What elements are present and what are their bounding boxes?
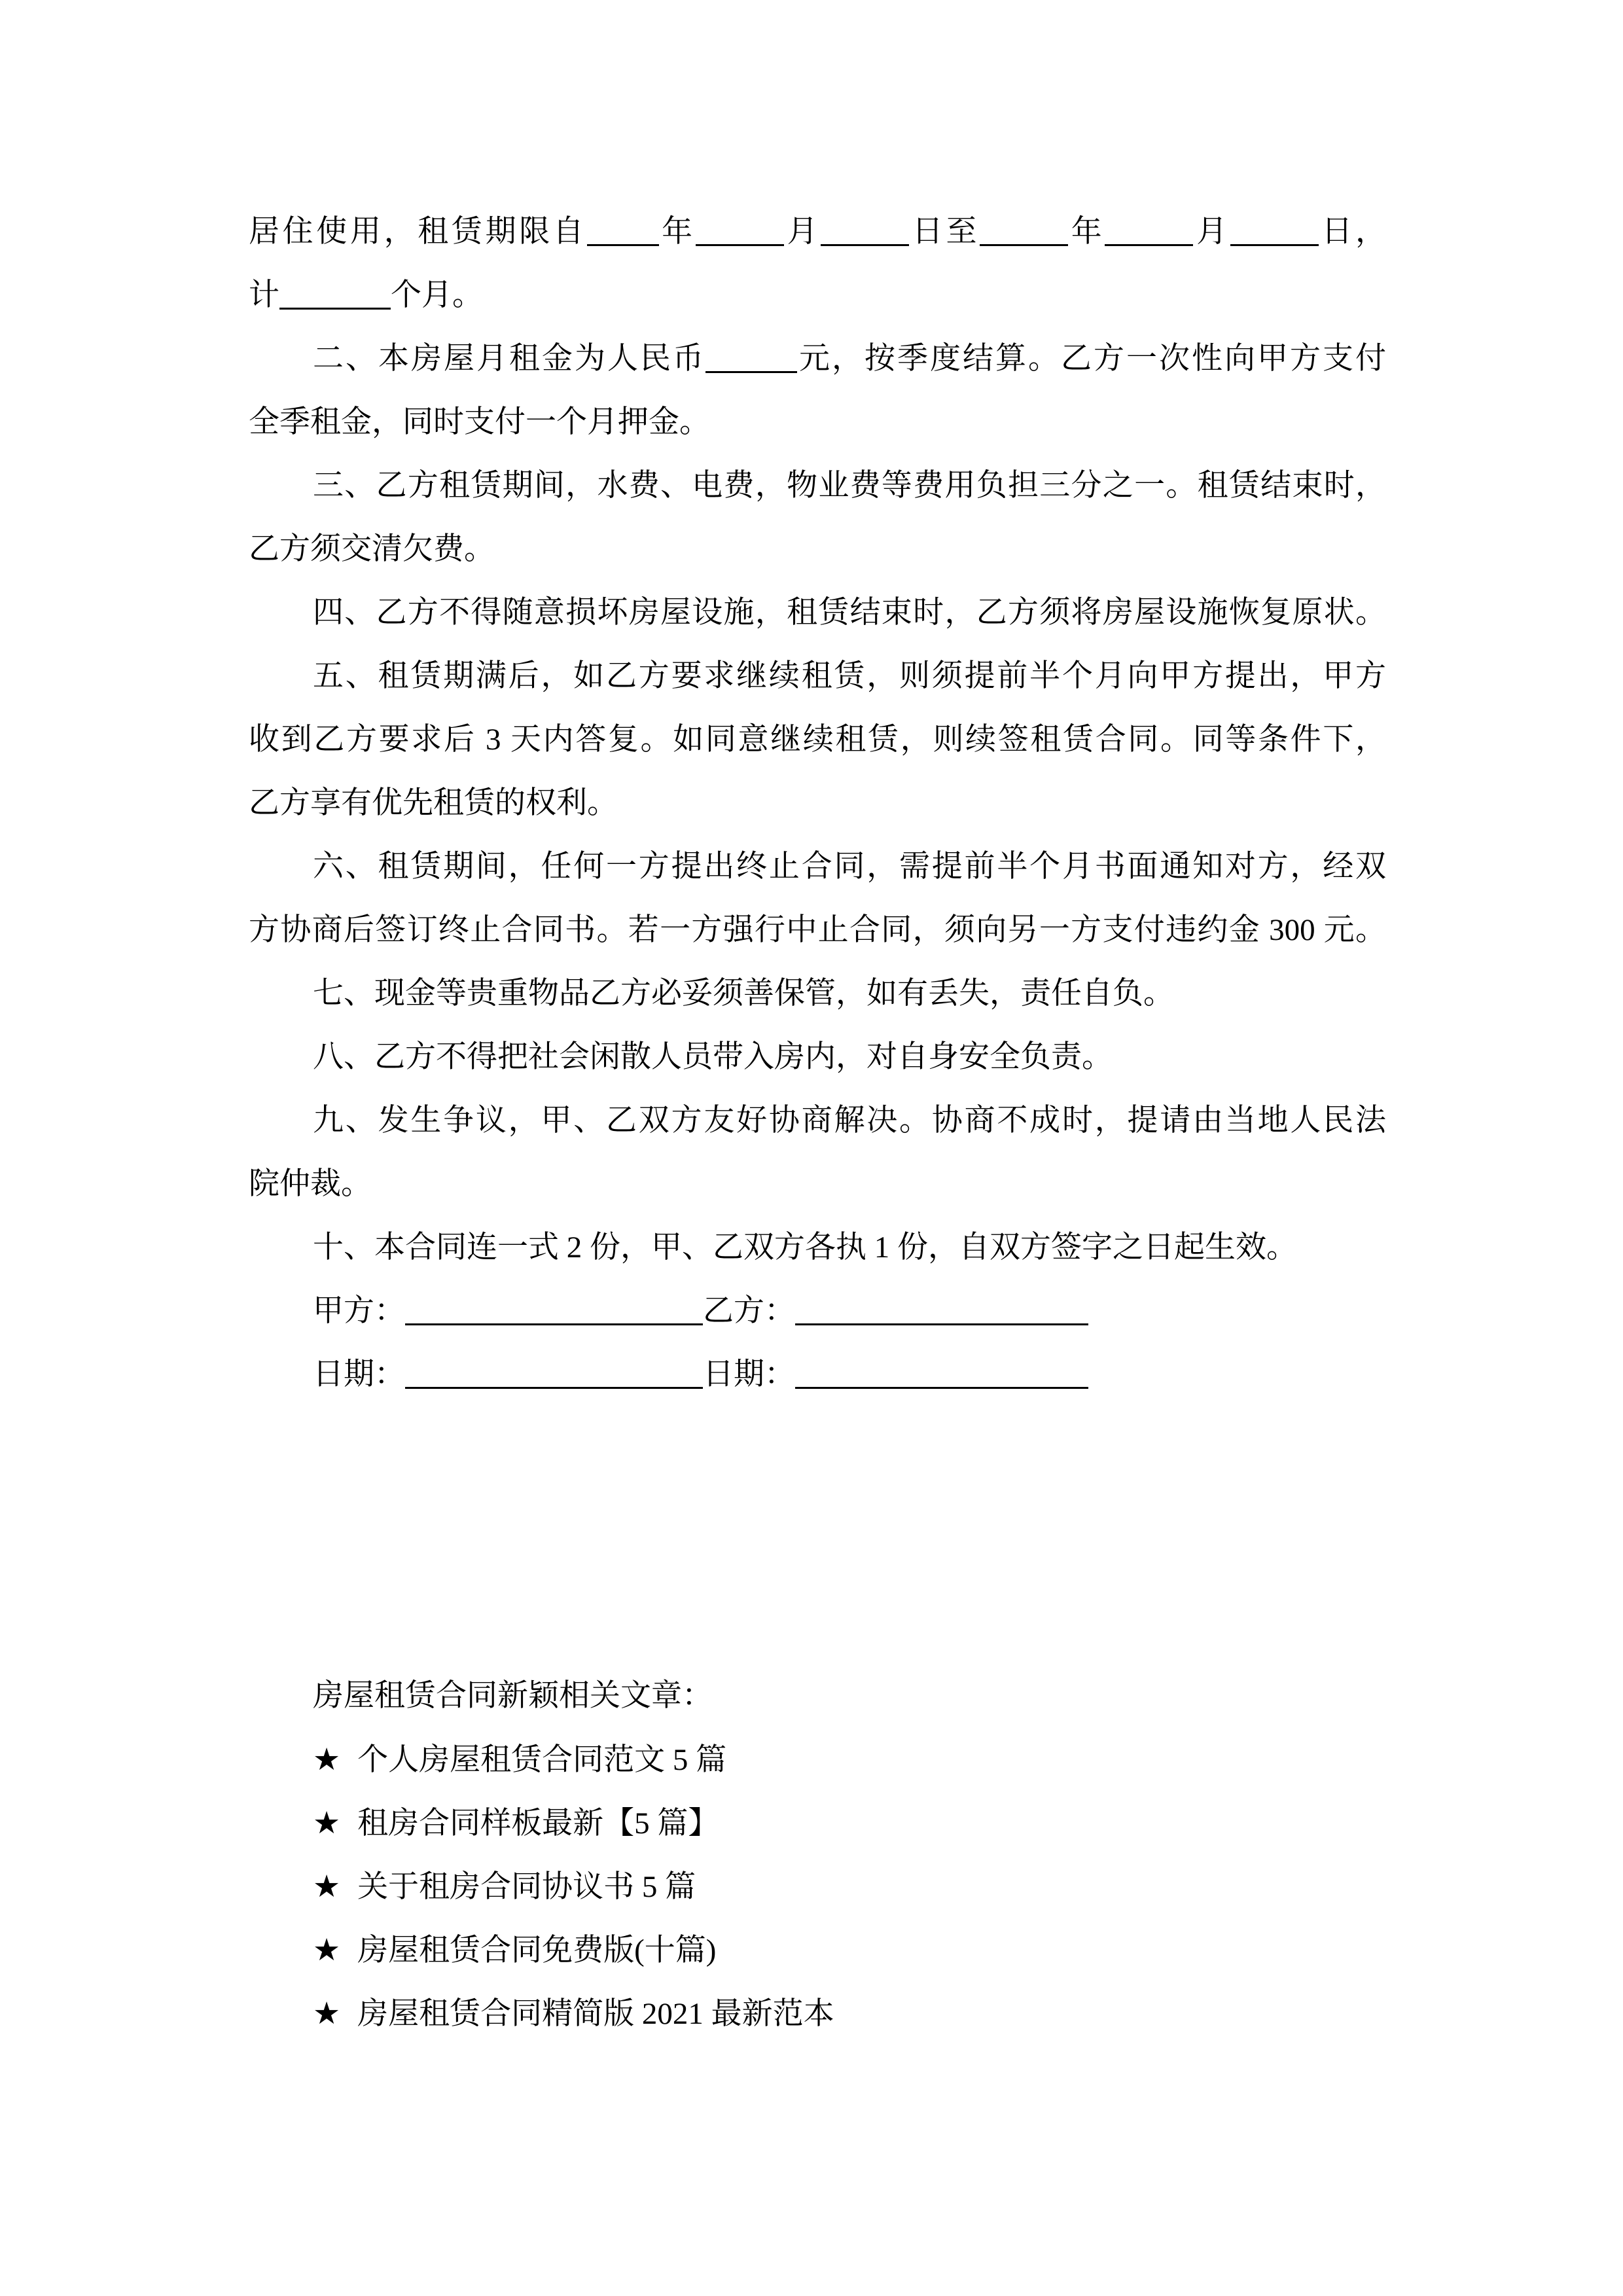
contract-text: 月 [783, 215, 821, 249]
clause-3-line-1 [249, 454, 1386, 518]
contract-text: 计 [249, 278, 279, 312]
contract-text: 个月。 [391, 278, 483, 312]
related-article-title: 关于租房合同协议书 5 篇 [357, 1870, 696, 1904]
party-signature-row [249, 1280, 1386, 1343]
star-bullet-icon: ★ [313, 1805, 341, 1841]
clause-5-line-2 [249, 708, 1386, 772]
blank-fill-field [795, 1362, 1088, 1389]
blank-fill-field [279, 283, 391, 310]
related-article-title: 房屋租赁合同免费版(十篇) [357, 1933, 717, 1967]
contract-text: 乙方： [703, 1294, 795, 1328]
section-gap [249, 1407, 1386, 1664]
star-bullet-icon: ★ [313, 1996, 341, 2032]
blank-fill-field [405, 1362, 703, 1389]
related-article-item [249, 1918, 1386, 1982]
related-articles-heading: 房屋租赁合同新颖相关文章： [313, 1679, 713, 1713]
contract-text: 收到乙方要求后 3 天内答复。如同意继续租赁，则续签租赁合同。同等条件下， [249, 723, 1386, 757]
contract-text: 方协商后签订终止合同书。若一方强行中止合同，须向另一方支付违约金 300 元。 [249, 913, 1386, 947]
related-article-title: 个人房屋租赁合同范文 5 篇 [357, 1743, 727, 1777]
clause-10-line [249, 1216, 1386, 1280]
blank-fill-field [980, 219, 1068, 246]
clause-6-line-1 [249, 835, 1386, 899]
contract-text: 院仲裁。 [249, 1167, 372, 1201]
blank-fill-field [705, 346, 797, 373]
contract-text: 八、乙方不得把社会闲散人员带入房内，对自身安全负责。 [313, 1040, 1113, 1074]
star-bullet-icon: ★ [313, 1742, 341, 1778]
clause-5-line-1 [249, 645, 1386, 708]
clause-9-line-2 [249, 1153, 1386, 1216]
contract-text: 二、本房屋月租金为人民币 [313, 342, 705, 376]
star-bullet-icon: ★ [313, 1869, 341, 1905]
contract-text: 乙方须交清欠费。 [249, 532, 495, 566]
clause-5-line-3 [249, 772, 1386, 835]
blank-fill-field [587, 219, 659, 246]
contract-text: 六、租赁期间，任何一方提出终止合同，需提前半个月书面通知对方，经双 [313, 850, 1386, 884]
contract-text: 九、发生争议，甲、乙双方友好协商解决。协商不成时，提请由当地人民法 [313, 1103, 1386, 1138]
contract-text: 全季租金，同时支付一个月押金。 [249, 405, 710, 439]
clause-3-line-2 [249, 518, 1386, 581]
lease-term-line [249, 200, 1386, 264]
star-bullet-icon: ★ [313, 1932, 341, 1968]
clause-7-line [249, 962, 1386, 1026]
related-articles-section [249, 1664, 1386, 2045]
blank-fill-field [1230, 219, 1319, 246]
contract-text: 年 [1068, 215, 1105, 249]
related-article-item [249, 1982, 1386, 2045]
contract-text: 元，按季度结算。乙方一次性向甲方支付 [797, 342, 1386, 376]
blank-fill-field [696, 219, 784, 246]
related-article-item [249, 1791, 1386, 1855]
blank-fill-field [1105, 219, 1193, 246]
contract-text: 月 [1193, 215, 1230, 249]
clause-2-line-1 [249, 327, 1386, 391]
contract-body [249, 200, 1386, 1407]
clause-2-line-2 [249, 391, 1386, 454]
contract-text: 日期： [313, 1357, 405, 1391]
blank-fill-field [821, 219, 909, 246]
clause-9-line-1 [249, 1089, 1386, 1153]
contract-text: 年 [658, 215, 696, 249]
lease-term-months-line [249, 264, 1386, 327]
contract-text: 十、本合同连一式 2 份，甲、乙双方各执 1 份，自双方签字之日起生效。 [313, 1230, 1297, 1265]
date-signature-row [249, 1343, 1386, 1407]
related-article-title: 租房合同样板最新【5 篇】 [357, 1806, 719, 1840]
related-articles-list [249, 1728, 1386, 2045]
related-article-item [249, 1728, 1386, 1791]
contract-text: 甲方： [313, 1294, 405, 1328]
contract-text: 七、现金等贵重物品乙方必妥须善保管，如有丢失，责任自负。 [313, 977, 1174, 1011]
contract-text: 五、租赁期满后，如乙方要求继续租赁，则须提前半个月向甲方提出，甲方 [313, 659, 1386, 693]
contract-text: 日期： [703, 1357, 795, 1391]
contract-text: 日至 [909, 215, 980, 249]
contract-text: 居住使用，租赁期限自 [249, 215, 587, 249]
related-article-title: 房屋租赁合同精简版 2021 最新范本 [357, 1997, 834, 2031]
blank-fill-field [405, 1299, 703, 1325]
contract-text: 乙方享有优先租赁的权利。 [249, 786, 618, 820]
related-article-item [249, 1855, 1386, 1918]
blank-fill-field [795, 1299, 1088, 1325]
clause-6-line-2 [249, 899, 1386, 962]
clause-4-line [249, 581, 1386, 645]
clause-8-line [249, 1026, 1386, 1089]
contract-text: 三、乙方租赁期间，水费、电费，物业费等费用负担三分之一。租赁结束时， [313, 469, 1386, 503]
contract-text: 四、乙方不得随意损坏房屋设施，租赁结束时，乙方须将房屋设施恢复原状。 [313, 596, 1386, 630]
contract-text: 日， [1318, 215, 1387, 249]
